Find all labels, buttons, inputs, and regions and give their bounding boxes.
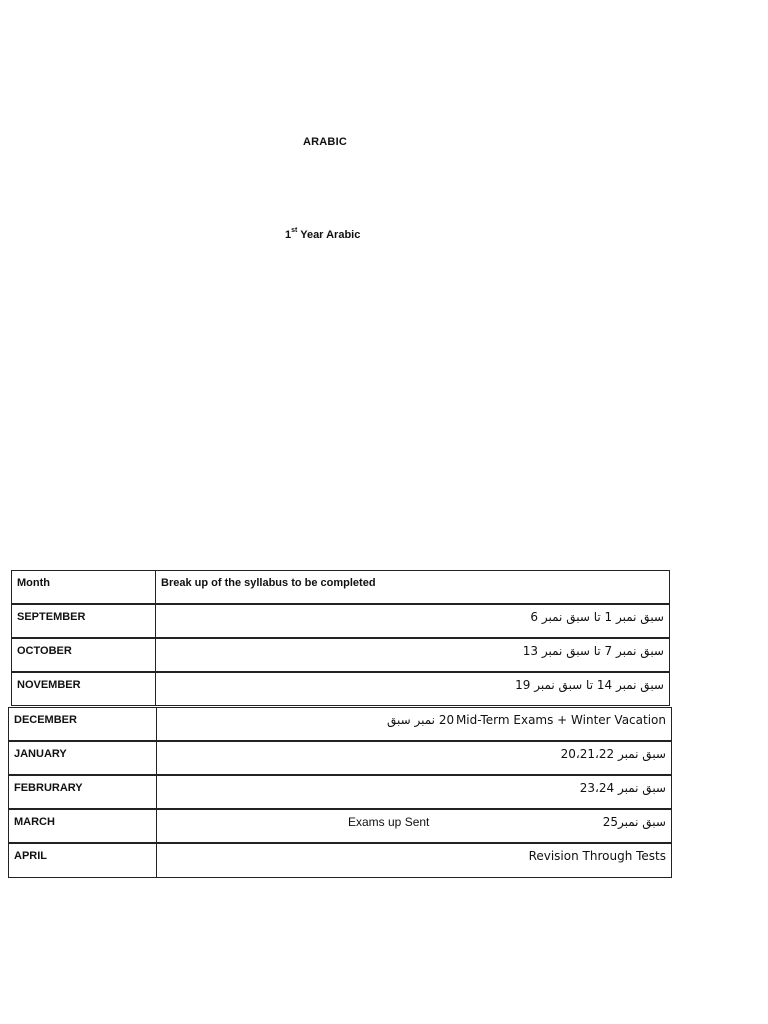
breakup-cell bbox=[155, 638, 670, 672]
breakup-cell bbox=[156, 843, 672, 878]
breakup-text: سبق نمبر 20،21،22 bbox=[560, 747, 666, 761]
breakup-cell bbox=[156, 707, 672, 741]
breakup-text: Revision Through Tests bbox=[528, 849, 666, 863]
breakup-text: سبق نمبر 14 تا سبق نمبر 19 bbox=[515, 678, 664, 692]
subtitle-number: 1 bbox=[285, 229, 292, 241]
month-cell: OCTOBER bbox=[11, 638, 156, 672]
breakup-text: سبق نمبر 7 تا سبق نمبر 13 bbox=[522, 644, 664, 658]
month-cell: FEBRURARY bbox=[8, 775, 157, 809]
month-cell: APRIL bbox=[8, 843, 157, 878]
breakup-text: سبق نمبر25 bbox=[602, 815, 666, 829]
breakup-cell bbox=[156, 809, 672, 843]
breakup-cell bbox=[155, 672, 670, 706]
breakup-cell bbox=[156, 741, 672, 775]
breakup-middle-text: Exams up Sent bbox=[348, 815, 430, 829]
breakup-cell bbox=[155, 604, 670, 638]
breakup-cell bbox=[156, 775, 672, 809]
month-cell: DECEMBER bbox=[8, 707, 157, 741]
month-cell: JANUARY bbox=[8, 741, 157, 775]
breakup-text: Mid-Term Exams + Winter Vacation bbox=[455, 713, 666, 727]
month-cell: NOVEMBER bbox=[11, 672, 156, 706]
document-subtitle bbox=[285, 229, 360, 241]
header-breakup: Break up of the syllabus to be completed bbox=[155, 570, 670, 604]
header-month: Month bbox=[11, 570, 156, 604]
month-cell: SEPTEMBER bbox=[11, 604, 156, 638]
subtitle-ordinal: st bbox=[291, 227, 298, 234]
subtitle-text: Year Arabic bbox=[297, 229, 361, 241]
breakup-middle-text: 20 نمبر سبق bbox=[387, 713, 455, 727]
breakup-text: سبق نمبر 1 تا سبق نمبر 6 bbox=[530, 610, 664, 624]
document-title: ARABIC bbox=[303, 136, 347, 148]
month-cell: MARCH bbox=[8, 809, 157, 843]
breakup-text: سبق نمبر 23،24 bbox=[579, 781, 666, 795]
